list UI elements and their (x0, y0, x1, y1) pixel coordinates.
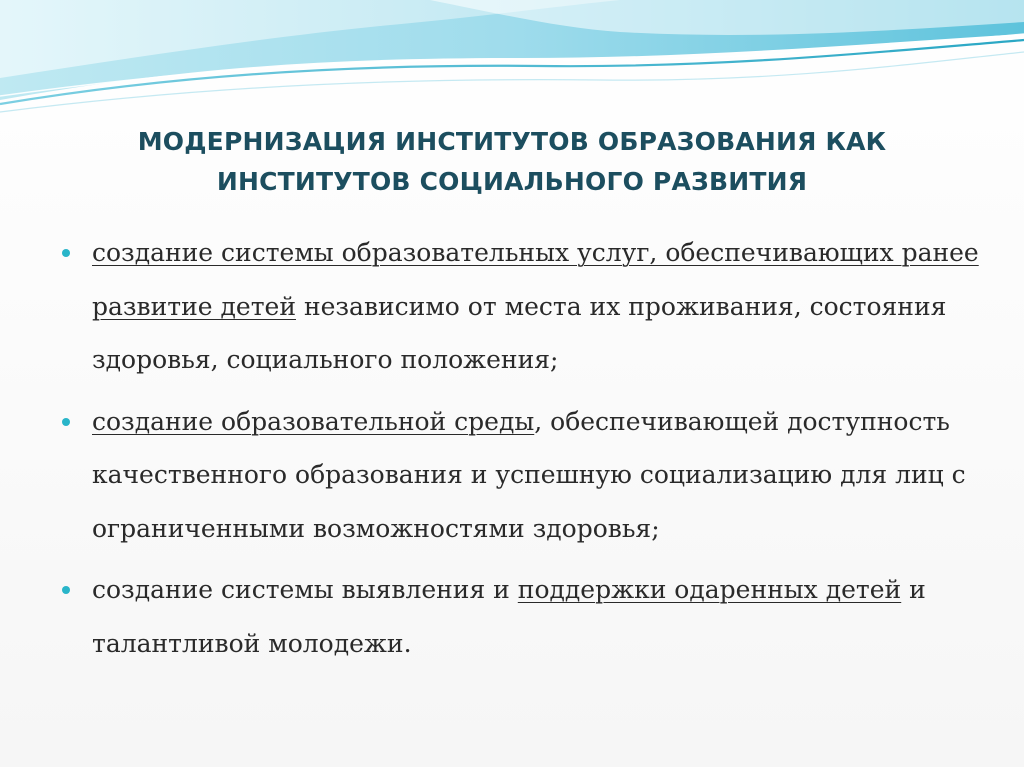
bullet-underlined-text: создание системы образовательных услуг, обеспечивающих ранее развитие детей (92, 238, 979, 321)
bullet-item (62, 563, 982, 670)
bullet-text: создание системы выявления и (92, 575, 518, 604)
bullet-list (62, 226, 982, 678)
decorative-wave-banner (0, 0, 1024, 120)
bullet-item (62, 226, 982, 387)
bullet-underlined-text: создание образовательной среды (92, 406, 535, 436)
bullet-underlined-text: поддержки одаренных детей (517, 575, 902, 604)
slide-title-line-1: МОДЕРНИЗАЦИЯ ИНСТИТУТОВ ОБРАЗОВАНИЯ КАК (137, 127, 887, 156)
bullet-dot-icon (62, 249, 70, 257)
bullet-text: независимо от места их проживания, состояния здоровья, социального положения; (92, 291, 947, 374)
bullet-text: и талантливой молодежи. (92, 575, 926, 658)
slide-title (70, 122, 954, 202)
bullet-dot-icon (62, 418, 70, 426)
bullet-item (62, 395, 982, 556)
bullet-text: , обеспечивающей доступность качественного образования и успешную социализацию для лиц с ограниченными возможностями здоровья; (92, 406, 966, 543)
slide-title-line-2: ИНСТИТУТОВ СОЦИАЛЬНОГО РАЗВИТИЯ (216, 167, 808, 196)
bullet-dot-icon (62, 586, 70, 594)
